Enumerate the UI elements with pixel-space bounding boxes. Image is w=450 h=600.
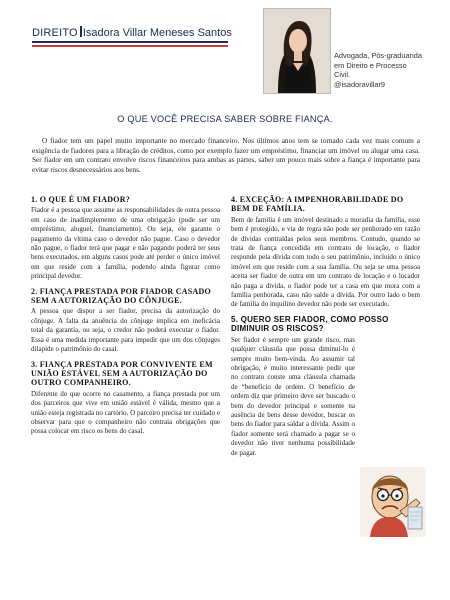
right-column [231,195,420,458]
section-2-body: A pessoa que dispor a ser fiador, precisa da autorização do cônjuge. A falta da anuência do cônjuge implica em ineficácia total da garantia, ou seja, o credor não poderá executar o fiador. Essa é uma medida importante para impedir que um dos cônjuges dilapide o patrimônio do casal. [31,307,220,354]
section-4-heading: 4. EXCEÇÃO: A IMPENHORABILIDADE DO BEM DE FAMÍLIA. [231,195,404,214]
author-name: Isadora Villar Meneses Santos [82,27,232,39]
worried-man-cartoon [360,467,426,537]
masthead [32,26,242,39]
section-2-heading: 2. FIANÇA PRESTADA POR FIADOR CASADO SEM A AUTORIZAÇÃO DO CÔNJUGE. [31,286,211,306]
masthead-divider [80,26,82,37]
author-photo [263,8,331,94]
section-3-heading: 3. FIANÇA PRESTADA POR CONVIVENTE EM UNIÃO ESTÁVEL SEM A AUTORIZAÇÃO DO OUTRO COMPANHEIRO. [31,359,213,388]
left-column [31,195,220,437]
header [32,26,242,39]
masthead-rule-red [32,45,228,47]
section-4-body: Bem de família é um imóvel destinado a moradia da família, esse bem é protegido, e via de regra não pode ser penhorado em razão de dívidas contraídas pelos seus membros. Contudo, quando se trata de fiança concedida em contrato de locação, o fiador responde pela dívida com todo o seu patrimônio, incluído o único imóvel em que reside com a sua família. Ou seja se uma pessoa aceita ser fiador de outra em um contrato de locação e o locador não paga a dívida, o fiador pode ter a casa em que mora com a família penhorada, caso não salde a dívida. Por outro lado o bem de família do inquilino devedor não pode ser executado. [231,215,420,309]
article-title: O QUE VOCÊ PRECISA SABER SOBRE FIANÇA. [117,114,333,124]
section-5-body: Ser fiador é sempre um grande risco, mas qualquer cláusula que possa diminuí-lo é sempre muito bem-vinda. Ao assumir tal obrigação, é muito interessante pedir que no contrato conste uma cláusula chamada de “benefício de ordem. O benefício de ordem diz que primeiro deve ser buscado o bem do devedor principal e somente na ausência de bens desse devedor, buscar os bens do fiador para saldar a dívida. Assim o fiador somente será chamado a pagar se o devedor não tiver nenhuma possibilidade de pagar. [231,335,355,457]
masthead-rule-blue [32,41,228,43]
section-3-body: Diferente do que ocorre no casamento, a fiança prestada por um dos parceiros que vive em união estável é válida, mesmo que a união esteja registrada no cartório. O parceiro precisa ter cuidado e observar para que o companheiro não contraia obrigações que possa colocar em risco os bens do casal. [31,389,220,436]
author-bio [334,51,442,89]
section-1-heading: 1. O QUE É UM FIADOR? [31,195,131,204]
bio-line: em Direito e Processo [334,60,407,70]
section-5-heading: 5. QUERO SER FIADOR, COMO POSSO DIMINUIR OS RISCOS? [231,314,389,334]
intro-paragraph: O fiador tem um papel muito importante no mercado financeiro. Nos últimos anos tem se tornado cada vez mais comum a exigência de fiadores para a libração de créditos, como por exemplo fazer um empréstimo, financiar um imóvel ou alugar uma casa. Ser fiador em um contrato envolve riscos financeiros para ambas as partes, saber um pouco mais sobre a fiança é importante para evitar riscos desnecessários aos bens. [32,136,420,174]
bio-line: Advogada, Pós-graduanda [334,51,422,60]
section-label: DIREITO [32,27,78,39]
bio-line: Civil. [334,70,351,80]
instagram-handle: @isadoravillar9 [334,79,386,89]
section-1-body: Fiador é a pessoa que assume as responsabilidades de outra pessoa em caso de inadimplemento de uma obrigação (pode ser um empréstimo, aluguel, financiamento). Ou seja, ele garante o pagamento da vítima caso o devedor não pague. Caso o devedor não pague, o fiador terá que pagar e não pagando poderá ter seus bens executados, em alguns casos pode até perder o único imóvel em que reside com a família, podendo ainda figurar como principal devedor. [31,206,220,281]
